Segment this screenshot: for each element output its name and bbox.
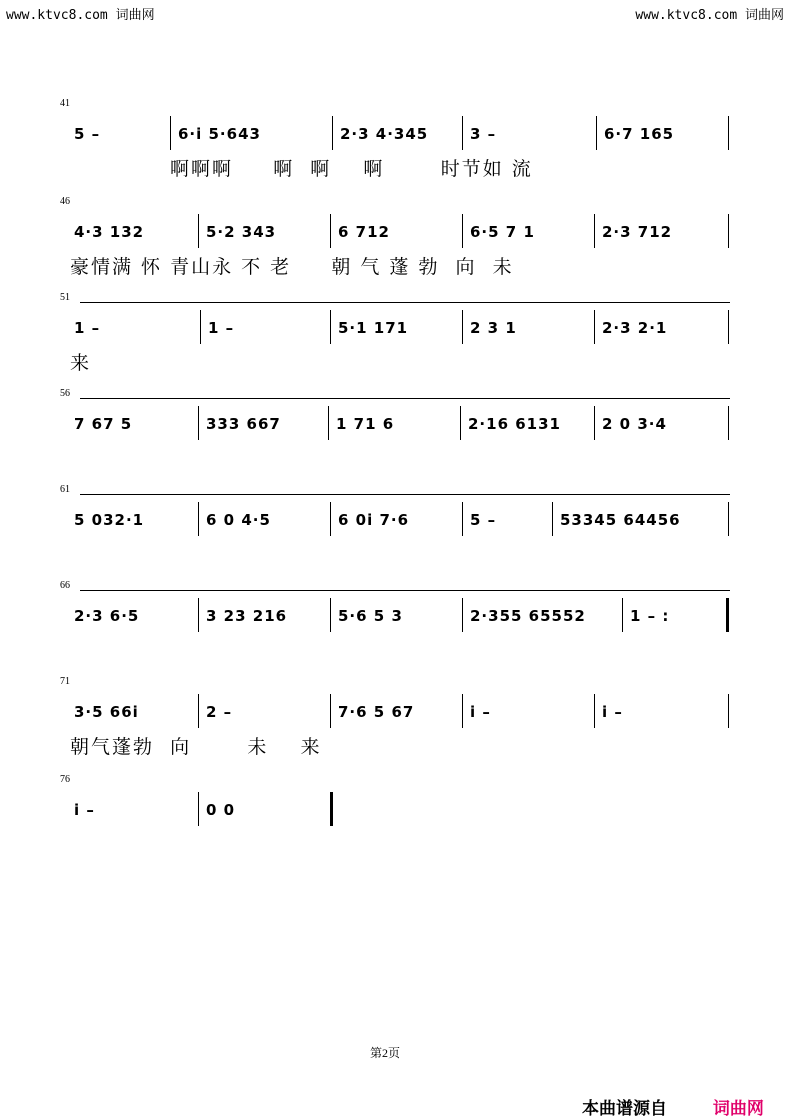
notes-row: [60, 120, 730, 148]
barline: [622, 598, 623, 632]
bar-number: 71: [60, 676, 70, 687]
measure: 5·1 171: [338, 319, 409, 337]
measure: 1 71 6: [336, 415, 395, 433]
barline: [728, 502, 729, 536]
notes-row: [60, 602, 730, 630]
barline: [594, 406, 595, 440]
notes-row: [60, 506, 730, 534]
measure: 2 0 3·4: [602, 415, 667, 433]
barline: [328, 406, 329, 440]
barline: [200, 310, 201, 344]
measure: 6·7 165: [604, 125, 675, 143]
barline: [462, 214, 463, 248]
measure: 6 712: [338, 223, 390, 241]
measure: 5 –: [74, 125, 101, 143]
score-system-76: [60, 774, 730, 834]
measure: 2 –: [206, 703, 233, 721]
notes-row: [60, 698, 730, 726]
measure: 1 – :: [630, 607, 670, 625]
measure: 1 –: [74, 319, 101, 337]
measure: 5·6 5 3: [338, 607, 403, 625]
barline: [198, 694, 199, 728]
barline: [594, 310, 595, 344]
notes-row: [60, 410, 730, 438]
notes-row: [60, 796, 730, 824]
system-bracket-line: [80, 398, 730, 399]
bar-number: 66: [60, 580, 70, 591]
system-bracket-line: [80, 302, 730, 303]
barline: [462, 598, 463, 632]
measure: 2·3 2·1: [602, 319, 668, 337]
lyrics-line: 啊啊啊 啊 啊 啊 时节如 流: [170, 158, 533, 180]
lyrics-line: 来: [70, 352, 92, 374]
barline: [462, 116, 463, 150]
barline: [198, 406, 199, 440]
measure: 53345 64456: [560, 511, 681, 529]
bar-number: 51: [60, 292, 70, 303]
measure: i –: [74, 801, 95, 819]
barline: [728, 214, 729, 248]
system-bracket-line: [80, 494, 730, 495]
barline: [198, 792, 199, 826]
header-right-watermark: www.ktvc8.com 词曲网: [635, 8, 784, 23]
lyrics-line: 豪情满 怀 青山永 不 老 朝 气 蓬 勃 向 未: [70, 256, 514, 278]
barline: [330, 310, 331, 344]
barline: [462, 502, 463, 536]
measure: 2·16 6131: [468, 415, 561, 433]
measure: 2 3 1: [470, 319, 517, 337]
measure: i –: [602, 703, 623, 721]
measure: 2·3 6·5: [74, 607, 140, 625]
barline: [330, 214, 331, 248]
source-site-logo: 词曲网: [712, 1099, 764, 1119]
measure: 333 667: [206, 415, 281, 433]
measure: 4·3 132: [74, 223, 145, 241]
measure: 2·355 65552: [470, 607, 586, 625]
score-system-71: [60, 676, 730, 760]
measure: 6 0 4·5: [206, 511, 271, 529]
measure: 6·5 7 1: [470, 223, 535, 241]
system-bracket-line: [80, 590, 730, 591]
measure: 5 032·1: [74, 511, 145, 529]
page-number: 第2页: [370, 1046, 401, 1060]
score-system-66: [60, 580, 730, 640]
bar-number: 46: [60, 196, 70, 207]
barline: [594, 694, 595, 728]
source-label: 本曲谱源自: [582, 1099, 667, 1119]
lyrics-line: 朝气蓬勃 向 未 来: [70, 736, 322, 758]
repeat-end-barline: [726, 598, 729, 632]
measure: 2·3 712: [602, 223, 673, 241]
barline: [330, 502, 331, 536]
measure: 5 –: [470, 511, 497, 529]
measure: 2·3 4·345: [340, 125, 429, 143]
source-credit: [582, 1094, 764, 1119]
barline: [728, 116, 729, 150]
barline: [198, 214, 199, 248]
measure: 5·2 343: [206, 223, 277, 241]
measure: 0 0: [206, 801, 236, 819]
final-barline: [330, 792, 333, 826]
barline: [198, 502, 199, 536]
barline: [460, 406, 461, 440]
bar-number: 41: [60, 98, 70, 109]
bar-number: 76: [60, 774, 70, 785]
measure: 3 23 216: [206, 607, 288, 625]
barline: [594, 214, 595, 248]
score-system-41: [60, 98, 730, 178]
barline: [728, 310, 729, 344]
barline: [596, 116, 597, 150]
bar-number: 61: [60, 484, 70, 495]
barline: [728, 694, 729, 728]
barline: [552, 502, 553, 536]
barline: [462, 310, 463, 344]
score-system-56: [60, 388, 730, 448]
barline: [462, 694, 463, 728]
score-system-46: [60, 196, 730, 280]
barline: [198, 598, 199, 632]
measure: 7·6 5 67: [338, 703, 415, 721]
notes-row: [60, 218, 730, 246]
header-left-watermark: www.ktvc8.com 词曲网: [6, 8, 155, 23]
bar-number: 56: [60, 388, 70, 399]
measure: 3·5 66i: [74, 703, 139, 721]
barline: [330, 598, 331, 632]
measure: 6 0i 7·6: [338, 511, 410, 529]
barline: [170, 116, 171, 150]
score-system-61: [60, 484, 730, 544]
barline: [330, 694, 331, 728]
barline: [728, 406, 729, 440]
measure: 6·i 5·643: [178, 125, 261, 143]
measure: 1 –: [208, 319, 235, 337]
barline: [332, 116, 333, 150]
notes-row: [60, 314, 730, 342]
measure: 7 67 5: [74, 415, 133, 433]
measure: i –: [470, 703, 491, 721]
measure: 3 –: [470, 125, 497, 143]
score-system-51: [60, 292, 730, 376]
